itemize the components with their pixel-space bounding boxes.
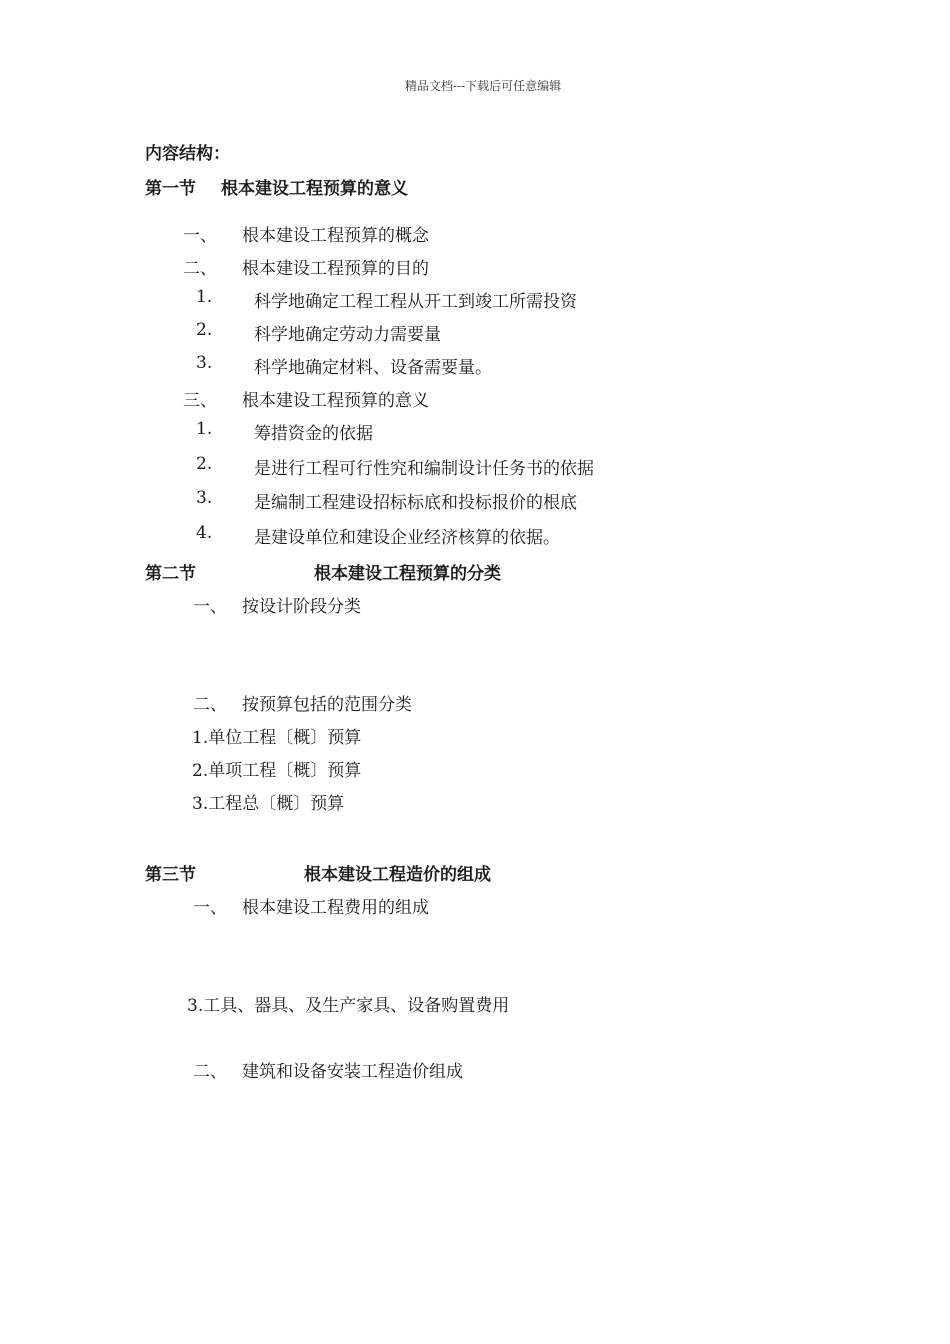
- section3-title: 根本建设工程造价的组成: [304, 865, 491, 885]
- meaning-2-marker: 2.: [196, 454, 213, 474]
- page-header: 精品文档---下载后可任意编辑: [404, 79, 562, 93]
- section2-item1-marker: 一、: [193, 597, 227, 617]
- meaning-3-text: 是编制工程建设招标标底和投标报价的根底: [254, 493, 577, 513]
- meaning-1-marker: 1.: [196, 419, 213, 439]
- range-2: 2.单项工程〔概〕预算: [192, 761, 362, 781]
- section3-number: 第三节: [145, 865, 196, 885]
- purpose-3-marker: 3.: [196, 353, 213, 373]
- meaning-4-text: 是建设单位和建设企业经济核算的依据。: [254, 528, 560, 548]
- meaning-2-text: 是进行工程可行性究和编制设计任务书的依据: [254, 459, 594, 479]
- section1-item1-marker: 一、: [183, 226, 217, 246]
- section3-sub-item: 3.工具、器具、及生产家具、设备购置费用: [187, 996, 510, 1016]
- section1-item2-text: 根本建设工程预算的目的: [242, 259, 429, 279]
- purpose-2-marker: 2.: [196, 320, 213, 340]
- section1-item3-marker: 三、: [183, 391, 217, 411]
- meaning-4-marker: 4.: [196, 523, 213, 543]
- purpose-3-text: 科学地确定材料、设备需要量。: [254, 358, 492, 378]
- section2-item1-text: 按设计阶段分类: [242, 597, 361, 617]
- section1-item3-text: 根本建设工程预算的意义: [242, 391, 429, 411]
- section1-number: 第一节: [145, 179, 196, 199]
- meaning-3-marker: 3.: [196, 488, 213, 508]
- section2-title: 根本建设工程预算的分类: [314, 564, 501, 584]
- section1-title: 根本建设工程预算的意义: [221, 179, 408, 199]
- purpose-2-text: 科学地确定劳动力需要量: [254, 325, 441, 345]
- purpose-1-text: 科学地确定工程工程从开工到竣工所需投资: [254, 292, 577, 312]
- section3-item2-marker: 二、: [193, 1062, 227, 1082]
- section2-item2-marker: 二、: [193, 695, 227, 715]
- section3-item2-text: 建筑和设备安装工程造价组成: [242, 1062, 463, 1082]
- section2-number: 第二节: [145, 564, 196, 584]
- range-3: 3.工程总〔概〕预算: [192, 794, 345, 814]
- purpose-1-marker: 1.: [196, 287, 213, 307]
- section1-item1-text: 根本建设工程预算的概念: [242, 226, 429, 246]
- range-1: 1.单位工程〔概〕预算: [192, 728, 362, 748]
- section2-item2-text: 按预算包括的范围分类: [242, 695, 412, 715]
- section3-item1-text: 根本建设工程费用的组成: [242, 898, 429, 918]
- content-structure-label: 内容结构：: [145, 144, 230, 164]
- section3-item1-marker: 一、: [193, 898, 227, 918]
- section1-item2-marker: 二、: [183, 259, 217, 279]
- meaning-1-text: 筹措资金的依据: [254, 424, 373, 444]
